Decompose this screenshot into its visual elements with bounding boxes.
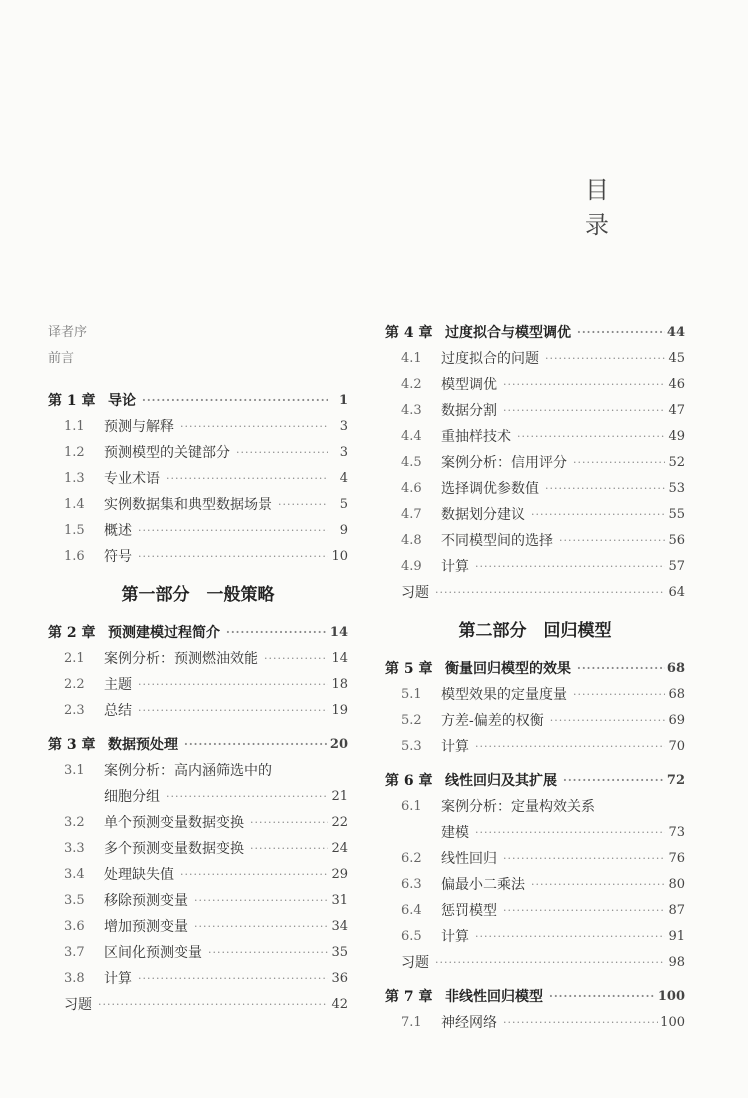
section-title: 单个预测变量数据变换	[104, 815, 244, 831]
section-title: 案例分析：预测燃油效能	[104, 651, 258, 667]
section-number: 7.1	[401, 1015, 422, 1030]
section-title: 总结	[104, 703, 132, 719]
section-number: 3.5	[64, 893, 85, 908]
section-number: 6.4	[401, 903, 422, 918]
section-number: 4.9	[401, 559, 422, 574]
page-number: 4	[339, 471, 348, 486]
leader-dots	[184, 732, 328, 758]
leader-dots	[563, 768, 665, 794]
toc-section[interactable]	[385, 476, 685, 502]
leader-dots	[236, 440, 328, 466]
page-number: 55	[668, 507, 685, 522]
section-title: 案例分析：高内涵筛选中的	[104, 763, 272, 779]
toc-section[interactable]	[385, 924, 685, 950]
leader-dots	[180, 862, 328, 888]
leader-dots	[142, 388, 328, 414]
page-number: 29	[331, 867, 348, 882]
leader-dots	[475, 820, 665, 846]
toc-section[interactable]	[385, 872, 685, 898]
leader-dots	[194, 914, 328, 940]
leader-dots	[250, 836, 328, 862]
section-number: 4.5	[401, 455, 422, 470]
leader-dots	[138, 672, 328, 698]
toc-section[interactable]	[48, 966, 348, 992]
leader-dots	[531, 502, 665, 528]
leader-dots	[435, 580, 665, 606]
section-number: 2.2	[64, 677, 85, 692]
toc-section[interactable]	[48, 836, 348, 862]
page-title: 目 录	[585, 176, 665, 239]
page-number: 98	[668, 955, 685, 970]
section-title: 实例数据集和典型数据场景	[104, 497, 272, 513]
toc-section[interactable]	[48, 940, 348, 966]
page-number: 68	[666, 661, 685, 676]
toc-front-preface[interactable]: 前言	[48, 351, 75, 366]
section-title: 案例分析：信用评分	[441, 455, 567, 471]
toc-section[interactable]	[48, 466, 348, 492]
page-number: 46	[668, 377, 685, 392]
toc-right-column	[385, 320, 685, 1036]
toc-section[interactable]	[48, 672, 348, 698]
toc-chapter-1[interactable]	[48, 388, 348, 414]
page-number: 100	[660, 1015, 685, 1030]
section-number: 4.6	[401, 481, 422, 496]
section-title: 模型调优	[441, 377, 497, 393]
section-number: 5.1	[401, 687, 422, 702]
toc-section[interactable]	[385, 528, 685, 554]
section-number: 2.3	[64, 703, 85, 718]
section-title: 选择调优参数值	[441, 481, 539, 497]
toc-section[interactable]	[385, 372, 685, 398]
page-number: 56	[668, 533, 685, 548]
page-number: 10	[331, 549, 348, 564]
leader-dots	[503, 1010, 658, 1036]
leader-dots	[435, 950, 665, 976]
leader-dots	[545, 476, 665, 502]
page-number: 42	[331, 997, 348, 1012]
section-number: 4.7	[401, 507, 422, 522]
toc-chapter-3[interactable]	[48, 732, 348, 758]
chapter-title: 数据预处理	[108, 737, 178, 753]
section-number: 6.1	[401, 799, 422, 814]
leader-dots	[475, 924, 665, 950]
chapter-number: 第 4 章	[385, 325, 433, 341]
page-number: 35	[331, 945, 348, 960]
page-number: 47	[668, 403, 685, 418]
section-title: 方差-偏差的权衡	[441, 713, 544, 729]
page-number: 53	[668, 481, 685, 496]
leader-dots	[138, 544, 328, 570]
toc-section[interactable]	[385, 708, 685, 734]
page-number: 9	[339, 523, 348, 538]
section-title: 不同模型间的选择	[441, 533, 553, 549]
leader-dots	[503, 898, 665, 924]
toc-section[interactable]	[385, 846, 685, 872]
page-number: 87	[668, 903, 685, 918]
toc-chapter-4[interactable]	[385, 320, 685, 346]
section-title: 数据分割	[441, 403, 497, 419]
toc-chapter-2[interactable]	[48, 620, 348, 646]
page-number: 72	[666, 773, 685, 788]
chapter-title: 预测建模过程简介	[108, 625, 220, 641]
section-title: 重抽样技术	[441, 429, 511, 445]
page-number: 22	[331, 815, 348, 830]
page-number: 21	[331, 789, 348, 804]
page-number: 91	[668, 929, 685, 944]
leader-dots	[549, 984, 656, 1010]
toc-section[interactable]	[48, 646, 348, 672]
toc-front-translator-preface[interactable]: 译者序	[48, 325, 88, 340]
section-title: 处理缺失值	[104, 867, 174, 883]
toc-section[interactable]	[48, 698, 348, 724]
leader-dots	[475, 734, 665, 760]
exercises-title: 习题	[64, 997, 92, 1013]
leader-dots	[577, 320, 665, 346]
page-number: 69	[668, 713, 685, 728]
section-title: 数据划分建议	[441, 507, 525, 523]
section-number: 4.3	[401, 403, 422, 418]
page-number: 49	[668, 429, 685, 444]
page-number: 14	[329, 625, 348, 640]
toc-section[interactable]	[48, 810, 348, 836]
page-number: 31	[331, 893, 348, 908]
leader-dots	[278, 492, 328, 518]
section-title: 建模	[441, 825, 469, 841]
section-title: 神经网络	[441, 1015, 497, 1031]
toc-section[interactable]	[385, 734, 685, 760]
leader-dots	[180, 414, 328, 440]
leader-dots	[250, 810, 328, 836]
toc-section[interactable]	[385, 398, 685, 424]
part-heading: 第二部分 回归模型	[458, 621, 612, 641]
section-title: 线性回归	[441, 851, 497, 867]
toc-section-continued[interactable]	[48, 784, 348, 810]
page-number: 76	[668, 851, 685, 866]
leader-dots	[550, 708, 665, 734]
chapter-number: 第 2 章	[48, 625, 96, 641]
toc-section[interactable]	[385, 502, 685, 528]
section-number: 3.6	[64, 919, 85, 934]
toc-exercises[interactable]	[385, 950, 685, 976]
toc-section[interactable]	[385, 346, 685, 372]
leader-dots	[577, 656, 665, 682]
section-number: 4.4	[401, 429, 422, 444]
toc-section[interactable]	[385, 424, 685, 450]
section-number: 3.3	[64, 841, 85, 856]
section-number: 2.1	[64, 651, 85, 666]
leader-dots	[138, 966, 328, 992]
page-number: 73	[668, 825, 685, 840]
section-title: 符号	[104, 549, 132, 565]
page-number: 18	[331, 677, 348, 692]
chapter-number: 第 1 章	[48, 393, 96, 409]
toc-section[interactable]	[385, 554, 685, 580]
page-number: 34	[331, 919, 348, 934]
section-title: 预测与解释	[104, 419, 174, 435]
section-title: 专业术语	[104, 471, 160, 487]
leader-dots	[573, 450, 665, 476]
section-title: 多个预测变量数据变换	[104, 841, 244, 857]
leader-dots	[545, 346, 665, 372]
leader-dots	[226, 620, 328, 646]
page-number: 19	[331, 703, 348, 718]
toc-section[interactable]	[48, 492, 348, 518]
section-title: 惩罚模型	[441, 903, 497, 919]
toc-section[interactable]	[48, 518, 348, 544]
section-number: 3.1	[64, 763, 85, 778]
section-number: 1.3	[64, 471, 85, 486]
toc-section[interactable]	[48, 888, 348, 914]
section-number: 5.3	[401, 739, 422, 754]
page-number: 45	[668, 351, 685, 366]
page-number: 68	[668, 687, 685, 702]
toc-section[interactable]	[385, 450, 685, 476]
section-number: 3.2	[64, 815, 85, 830]
chapter-title: 衡量回归模型的效果	[445, 661, 571, 677]
section-title: 增加预测变量	[104, 919, 188, 935]
leader-dots	[166, 466, 328, 492]
page-number: 100	[657, 989, 685, 1004]
chapter-number: 第 5 章	[385, 661, 433, 677]
page-number: 20	[329, 737, 348, 752]
chapter-number: 第 7 章	[385, 989, 433, 1005]
section-number: 6.3	[401, 877, 422, 892]
toc-section[interactable]	[48, 914, 348, 940]
toc-section-continued[interactable]	[385, 820, 685, 846]
section-number: 6.2	[401, 851, 422, 866]
leader-dots	[264, 646, 328, 672]
leader-dots	[503, 846, 665, 872]
section-title: 计算	[441, 929, 469, 945]
section-title: 计算	[441, 559, 469, 575]
leader-dots	[475, 554, 665, 580]
section-title: 计算	[441, 739, 469, 755]
leader-dots	[98, 992, 328, 1018]
section-title: 细胞分组	[104, 789, 160, 805]
toc-section[interactable]	[385, 682, 685, 708]
section-number: 6.5	[401, 929, 422, 944]
toc-left-column	[48, 320, 348, 1018]
toc-chapter-5[interactable]	[385, 656, 685, 682]
page-number: 24	[331, 841, 348, 856]
section-title: 计算	[104, 971, 132, 987]
section-number: 4.1	[401, 351, 422, 366]
page-number: 52	[668, 455, 685, 470]
leader-dots	[166, 784, 328, 810]
page-number: 5	[339, 497, 348, 512]
toc-section[interactable]	[385, 1010, 685, 1036]
leader-dots	[573, 682, 665, 708]
leader-dots	[138, 698, 328, 724]
section-number: 1.5	[64, 523, 85, 538]
page-number: 57	[668, 559, 685, 574]
section-title: 案例分析：定量构效关系	[441, 799, 595, 815]
toc-section[interactable]	[48, 544, 348, 570]
leader-dots	[531, 872, 665, 898]
toc-chapter-6[interactable]	[385, 768, 685, 794]
leader-dots	[208, 940, 328, 966]
toc-exercises[interactable]	[385, 580, 685, 606]
part-heading: 第一部分 一般策略	[121, 585, 275, 605]
section-number: 1.1	[64, 419, 85, 434]
toc-section[interactable]	[48, 440, 348, 466]
page-number: 44	[666, 325, 685, 340]
section-title: 移除预测变量	[104, 893, 188, 909]
section-title: 过度拟合的问题	[441, 351, 539, 367]
chapter-title: 线性回归及其扩展	[445, 773, 557, 789]
section-title: 概述	[104, 523, 132, 539]
leader-dots	[503, 398, 665, 424]
leader-dots	[138, 518, 328, 544]
page-number: 1	[338, 393, 348, 408]
leader-dots	[517, 424, 665, 450]
chapter-number: 第 6 章	[385, 773, 433, 789]
toc-section[interactable]	[48, 414, 348, 440]
toc-section[interactable]	[48, 758, 348, 784]
section-title: 主题	[104, 677, 132, 693]
page-number: 36	[331, 971, 348, 986]
section-number: 4.8	[401, 533, 422, 548]
leader-dots	[194, 888, 328, 914]
section-number: 3.8	[64, 971, 85, 986]
page-number: 14	[331, 651, 348, 666]
section-number: 4.2	[401, 377, 422, 392]
chapter-number: 第 3 章	[48, 737, 96, 753]
chapter-title: 导论	[108, 393, 136, 409]
section-title: 区间化预测变量	[104, 945, 202, 961]
toc-section[interactable]	[385, 898, 685, 924]
section-title: 模型效果的定量度量	[441, 687, 567, 703]
chapter-title: 非线性回归模型	[445, 989, 543, 1005]
section-number: 3.4	[64, 867, 85, 882]
section-number: 3.7	[64, 945, 85, 960]
toc-exercises[interactable]	[48, 992, 348, 1018]
chapter-title: 过度拟合与模型调优	[445, 325, 571, 341]
toc-chapter-7[interactable]	[385, 984, 685, 1010]
page-number: 70	[668, 739, 685, 754]
section-number: 1.4	[64, 497, 85, 512]
page-number: 3	[339, 445, 348, 460]
page-number: 3	[339, 419, 348, 434]
exercises-title: 习题	[401, 585, 429, 601]
page-number: 80	[668, 877, 685, 892]
section-number: 5.2	[401, 713, 422, 728]
toc-section[interactable]	[385, 794, 685, 820]
leader-dots	[503, 372, 665, 398]
leader-dots	[559, 528, 665, 554]
section-title: 预测模型的关键部分	[104, 445, 230, 461]
toc-section[interactable]	[48, 862, 348, 888]
section-number: 1.6	[64, 549, 85, 564]
exercises-title: 习题	[401, 955, 429, 971]
page-number: 64	[668, 585, 685, 600]
section-title: 偏最小二乘法	[441, 877, 525, 893]
section-number: 1.2	[64, 445, 85, 460]
